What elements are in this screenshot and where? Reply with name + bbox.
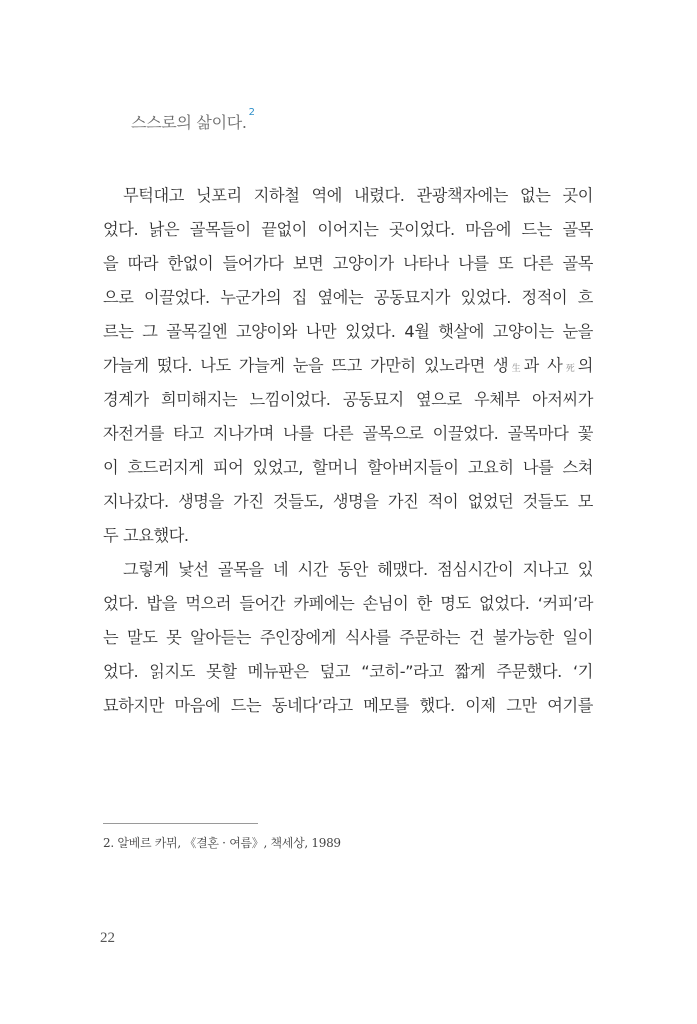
text-line: 이 흐드러지게 피어 있었고, 할머니 할아버지들이 고요히 나를 스쳐 (103, 458, 593, 477)
text-line: 었다. 읽지도 못할 메뉴판은 덮고 “코히-”라고 짧게 주문했다. ‘기 (103, 662, 593, 681)
hanja-annotation: 死 (562, 364, 578, 374)
text-line: 무턱대고 닛포리 지하철 역에 내렸다. 관광책자에는 없는 곳이 (123, 186, 593, 205)
text-line: 르는 그 골목길엔 고양이와 나만 있었다. 4월 햇살에 고양이는 눈을 (103, 322, 593, 341)
page-number: 22 (100, 930, 115, 946)
text-line: 두 고요했다. (103, 526, 189, 545)
text-segment: 과 사 (523, 356, 563, 375)
footnote: 2. 알베르 카뮈, 《결혼 · 여름》, 책세상, 1989 (103, 836, 341, 850)
text-line: 었다. 낡은 골목들이 끝없이 이어지는 곳이었다. 마음에 드는 골목 (103, 220, 593, 239)
footnote-divider (103, 823, 258, 824)
text-line: 었다. 밥을 먹으러 들어간 카페에는 손님이 한 명도 없었다. ‘커피’라 (103, 594, 593, 613)
text-line: 자전거를 타고 지나가며 나를 다른 골목으로 이끌었다. 골목마다 꽃 (103, 424, 593, 443)
text-line: 묘하지만 마음에 드는 동네다’라고 메모를 했다. 이제 그만 여기를 (103, 696, 593, 715)
text-line: 그렇게 낯선 골목을 네 시간 동안 헤맸다. 점심시간이 지나고 있 (123, 560, 593, 579)
text-line-with-hanja (103, 351, 593, 385)
quote-text: 스스로의 삶이다. (131, 113, 247, 132)
text-segment: 의 (577, 356, 593, 375)
text-line: 는 말도 못 알아듣는 주인장에게 식사를 주문하는 건 불가능한 일이 (103, 628, 593, 647)
body-text (103, 181, 593, 725)
text-segment: 가늘게 떴다. 나도 가늘게 눈을 뜨고 가만히 있노라면 생 (103, 356, 509, 375)
text-line: 경계가 희미해지는 느낌이었다. 공동묘지 옆으로 우체부 아저씨가 (103, 390, 593, 409)
footnote-reference[interactable]: 2 (248, 107, 255, 118)
hanja-annotation: 生 (508, 364, 524, 374)
text-line: 지나갔다. 생명을 가진 것들도, 생명을 가진 적이 없었던 것들도 모 (103, 492, 593, 511)
text-line: 으로 이끌었다. 누군가의 집 옆에는 공동묘지가 있었다. 정적이 흐 (103, 288, 593, 307)
epigraph-quote (131, 107, 255, 133)
text-line: 을 따라 한없이 들어가다 보면 고양이가 나타나 나를 또 다른 골목 (103, 254, 593, 273)
